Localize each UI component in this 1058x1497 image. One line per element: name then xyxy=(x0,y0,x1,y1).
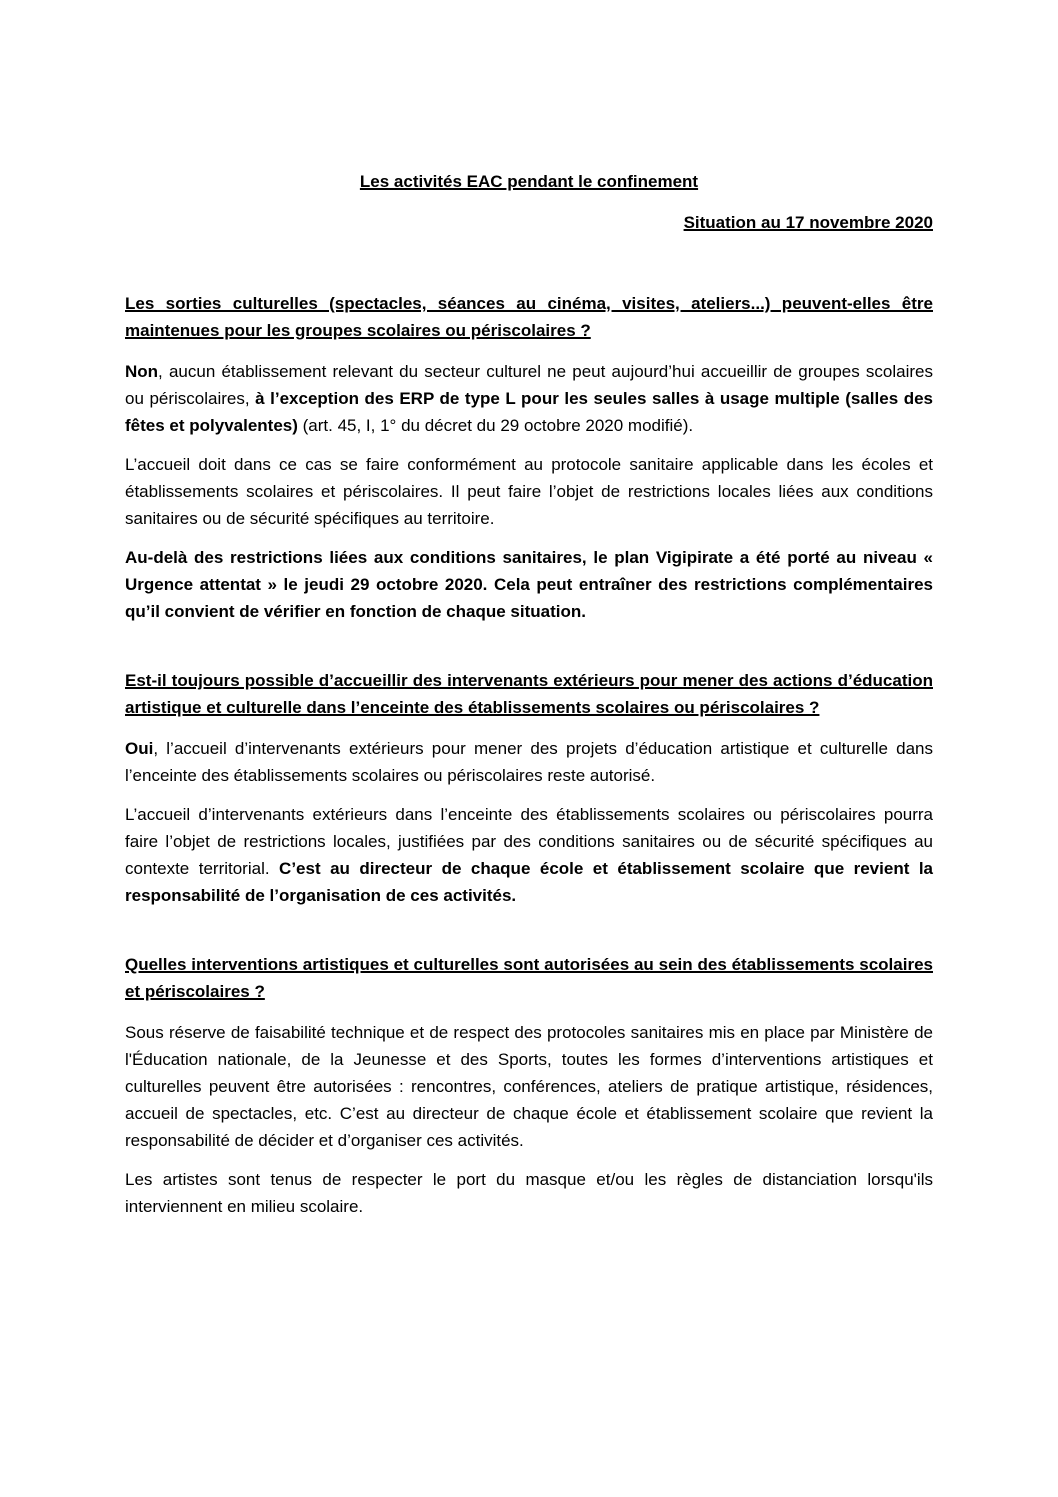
question-heading: Quelles interventions artistiques et culturelles sont autorisées au sein des établissements scolaires et périscolaires ? xyxy=(125,955,933,1001)
section-intervenants-exterieurs xyxy=(125,667,933,909)
text-run: Sous réserve de faisabilité technique et de respect des protocoles sanitaires mis en place par Ministère de l'Éducation nationale, de la Jeunesse et des Sports, toutes les formes d’interventions artistiques et culturelles peuvent être autorisées : rencontres, conférences, ateliers de pratique artistique, résidences, accueil de spectacles, etc. C’est au directeur de chaque école et établissement scolaire que revient la responsabilité de décider et d’organiser ces activités. xyxy=(125,1023,933,1150)
text-run: Les artistes sont tenus de respecter le port du masque et/ou les règles de distanciation lorsqu'ils interviennent en milieu scolaire. xyxy=(125,1170,933,1216)
paragraph xyxy=(125,1019,933,1154)
text-run: L’accueil doit dans ce cas se faire conformément au protocole sanitaire applicable dans les écoles et établissements scolaires et périscolaires. Il peut faire l’objet de restrictions locales liées aux conditions sanitaires ou de sécurité spécifiques au territoire. xyxy=(125,455,933,528)
section-sorties-culturelles xyxy=(125,290,933,625)
document-title: Les activités EAC pendant le confinement xyxy=(359,172,699,191)
text-run: , aucun établissement relevant du secteur culturel ne peut aujourd’hui accueillir de groupes scolaires ou périscolaires, xyxy=(125,362,933,408)
paragraph xyxy=(125,801,933,909)
question-heading: Est-il toujours possible d’accueillir des intervenants extérieurs pour mener des actions d’éducation artistique et culturelle dans l’enceinte des établissements scolaires ou périscolaires ? xyxy=(125,671,933,717)
paragraph xyxy=(125,735,933,789)
paragraph xyxy=(125,358,933,439)
document-date-line: Situation au 17 novembre 2020 xyxy=(683,213,933,232)
text-run: Oui xyxy=(125,739,154,758)
text-run: C’est au directeur de chaque école et établissement scolaire que revient la responsabilité de l’organisation de ces activités. xyxy=(125,859,933,905)
text-run: Non xyxy=(125,362,159,381)
paragraph xyxy=(125,544,933,625)
text-run: à l’exception des ERP de type L pour les seules salles à usage multiple (salles des fêtes et polyvalentes) xyxy=(125,389,933,435)
text-run: Au-delà des restrictions liées aux conditions sanitaires, le plan Vigipirate a été porté au niveau « Urgence attentat » le jeudi 29 octobre 2020. Cela peut entraîner des restrictions complémentaires qu’il convient de vérifier en fonction de chaque situation. xyxy=(125,548,933,621)
text-run: L’accueil d’intervenants extérieurs dans l’enceinte des établissements scolaires ou périscolaires pourra faire l’objet de restrictions locales, justifiées par des conditions sanitaires ou de sécurité spécifiques au contexte territorial. xyxy=(125,805,933,878)
paragraph xyxy=(125,451,933,532)
question-heading: Les sorties culturelles (spectacles, séances au cinéma, visites, ateliers...) peuvent-elles être maintenues pour les groupes scolaires ou périscolaires ? xyxy=(125,294,933,340)
section-interventions-autorisees xyxy=(125,951,933,1220)
text-run: , l’accueil d’intervenants extérieurs pour mener des projets d’éducation artistique et culturelle dans l’enceinte des établissements scolaires ou périscolaires reste autorisé. xyxy=(125,739,933,785)
text-run: (art. 45, I, 1° du décret du 29 octobre 2020 modifié). xyxy=(297,416,694,435)
paragraph xyxy=(125,1166,933,1220)
